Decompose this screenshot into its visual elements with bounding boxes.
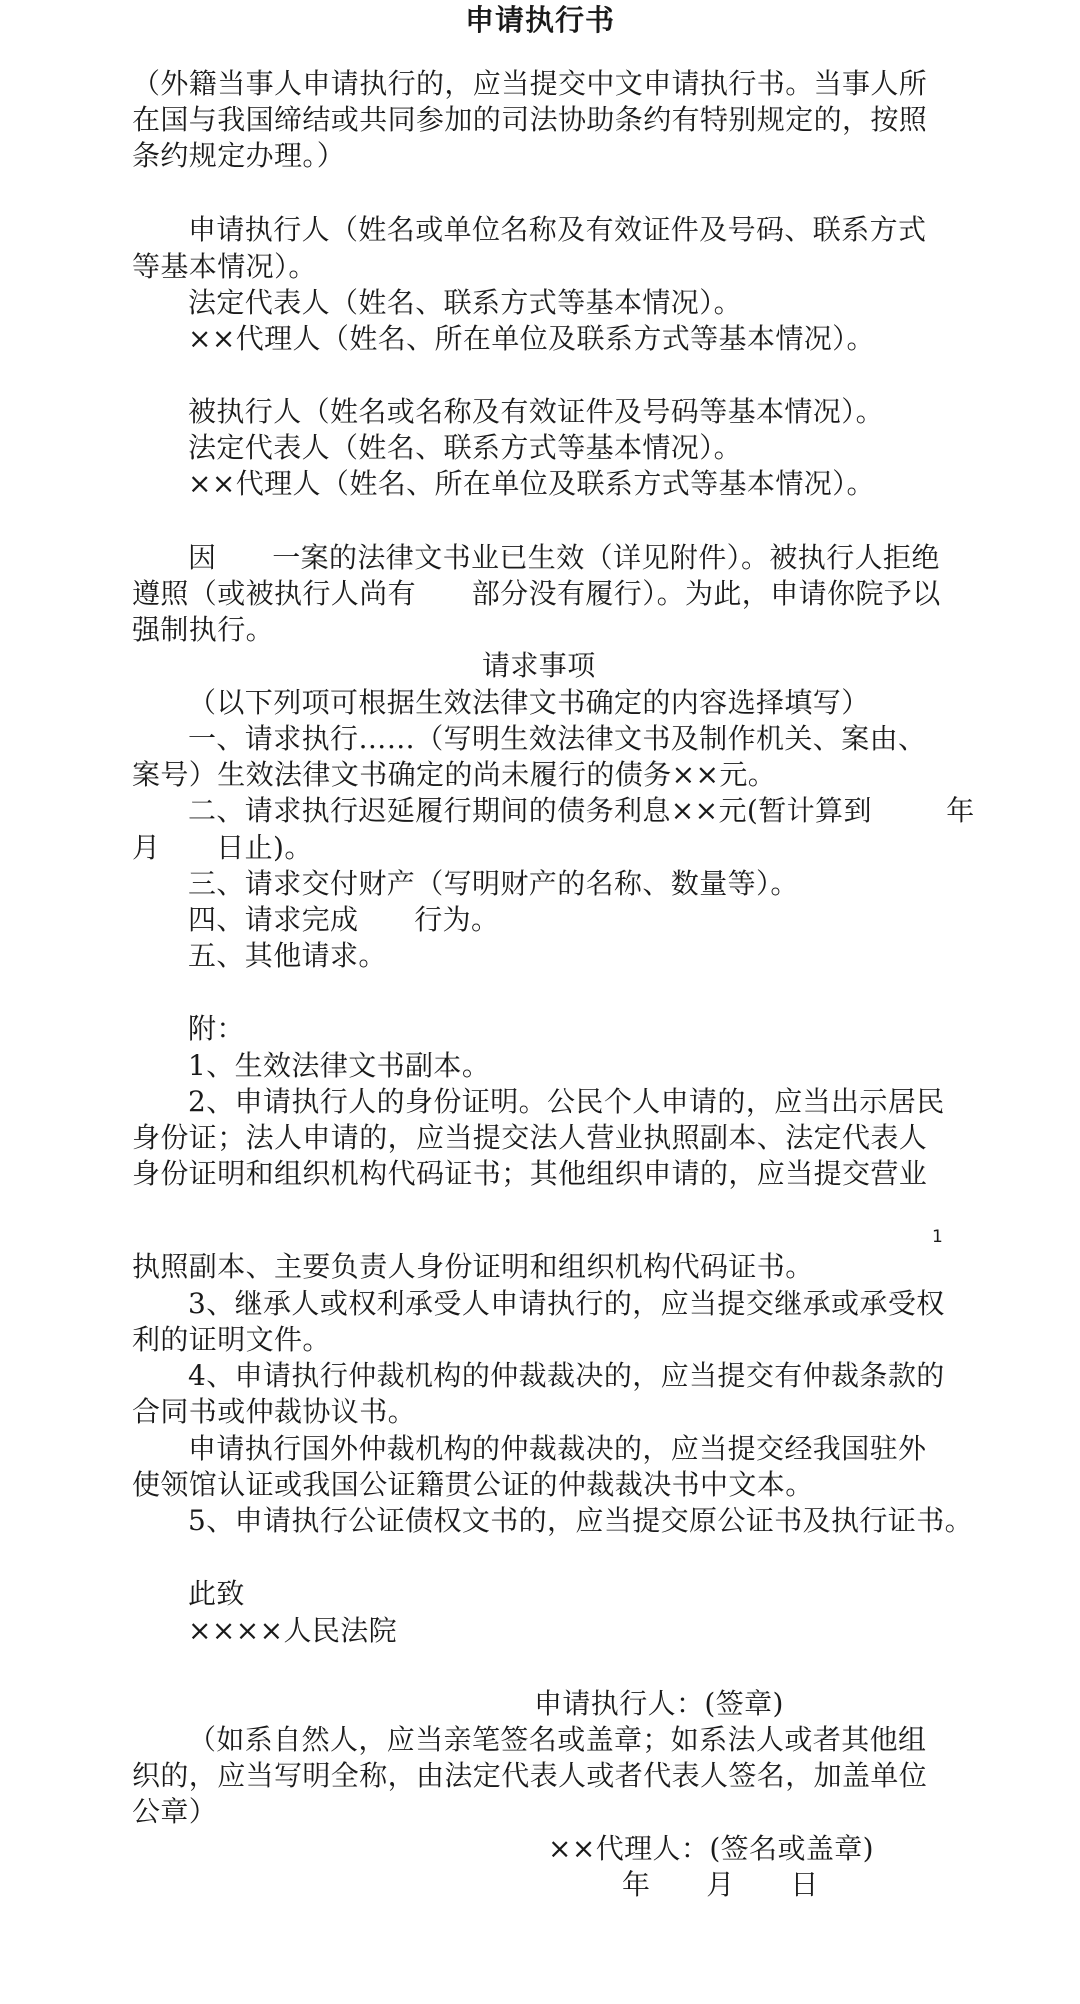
text-line: 法定代表人（姓名、联系方式等基本情况）。: [188, 286, 743, 319]
text-line: 在国与我国缔结或共同参加的司法协助条约有特别规定的，按照: [132, 103, 928, 136]
section-heading: 请求事项: [482, 649, 596, 682]
text-line: 身份证明和组织机构代码证书；其他组织申请的，应当提交营业: [132, 1157, 928, 1190]
text-line: 1、生效法律文书副本。: [188, 1049, 491, 1082]
text-line: （外籍当事人申请执行的，应当提交中文申请执行书。当事人所: [132, 67, 928, 100]
text-line: ××代理人：(签名或盖章): [548, 1832, 874, 1865]
text-line: 三、请求交付财产（写明财产的名称、数量等）。: [188, 867, 799, 900]
text-line: ××代理人（姓名、所在单位及联系方式等基本情况）。: [188, 322, 875, 355]
text-line: 织的，应当写明全称，由法定代表人或者代表人签名，加盖单位: [132, 1759, 928, 1792]
text-line: 公章）: [132, 1795, 218, 1828]
text-line: 四、请求完成 行为。: [188, 903, 500, 936]
text-line: 申请执行人（姓名或单位名称及有效证件及号码、联系方式: [188, 213, 927, 246]
text-line: 使领馆认证或我国公证籍贯公证的仲裁裁决书中文本。: [132, 1468, 814, 1501]
text-line: 二、请求执行迟延履行期间的债务利息××元(暂计算到 年: [188, 794, 975, 827]
text-line: 条约规定办理。）: [132, 139, 346, 172]
text-line: ××代理人（姓名、所在单位及联系方式等基本情况）。: [188, 467, 875, 500]
text-line: （以下列项可根据生效法律文书确定的内容选择填写）: [188, 686, 870, 719]
text-line: 2、申请执行人的身份证明。公民个人申请的，应当出示居民: [188, 1085, 945, 1118]
text-line: 被执行人（姓名或名称及有效证件及号码等基本情况）。: [188, 395, 885, 428]
text-line: 遵照（或被执行人尚有 部分没有履行）。为此，申请你院予以: [132, 577, 941, 610]
text-line: 身份证；法人申请的，应当提交法人营业执照副本、法定代表人: [132, 1121, 928, 1154]
text-line: 月 日止)。: [132, 831, 313, 864]
text-line: ××××人民法院: [188, 1614, 398, 1647]
text-line: 3、继承人或权利承受人申请执行的，应当提交继承或承受权: [188, 1287, 945, 1320]
text-line: 等基本情况）。: [132, 250, 317, 283]
text-line: 附：: [188, 1012, 245, 1045]
text-line: 申请执行国外仲裁机构的仲裁裁决的，应当提交经我国驻外: [188, 1432, 927, 1465]
text-line: 法定代表人（姓名、联系方式等基本情况）。: [188, 431, 743, 464]
text-line: 此致: [188, 1577, 245, 1610]
text-line: 强制执行。: [132, 613, 275, 646]
text-line: 五、其他请求。: [188, 939, 387, 972]
date-line: 年 月 日: [622, 1868, 819, 1901]
document-title: 申请执行书: [464, 3, 615, 37]
text-line: 因 一案的法律文书业已生效（详见附件）。被执行人拒绝: [188, 541, 940, 574]
text-line: （如系自然人，应当亲笔签名或盖章；如系法人或者其他组: [188, 1723, 927, 1756]
text-line: 5、申请执行公证债权文书的，应当提交原公证书及执行证书。: [188, 1504, 974, 1537]
page-number: 1: [932, 1227, 943, 1247]
text-line: 案号）生效法律文书确定的尚未履行的债务××元。: [132, 758, 777, 791]
text-line: 执照副本、主要负责人身份证明和组织机构代码证书。: [132, 1250, 814, 1283]
text-line: 4、申请执行仲裁机构的仲裁裁决的，应当提交有仲裁条款的: [188, 1359, 945, 1392]
text-line: 利的证明文件。: [132, 1323, 331, 1356]
text-line: 合同书或仲裁协议书。: [132, 1395, 417, 1428]
text-line: 申请执行人：(签章): [534, 1687, 784, 1720]
text-line: 一、请求执行……（写明生效法律文书及制作机关、案由、: [188, 722, 927, 755]
